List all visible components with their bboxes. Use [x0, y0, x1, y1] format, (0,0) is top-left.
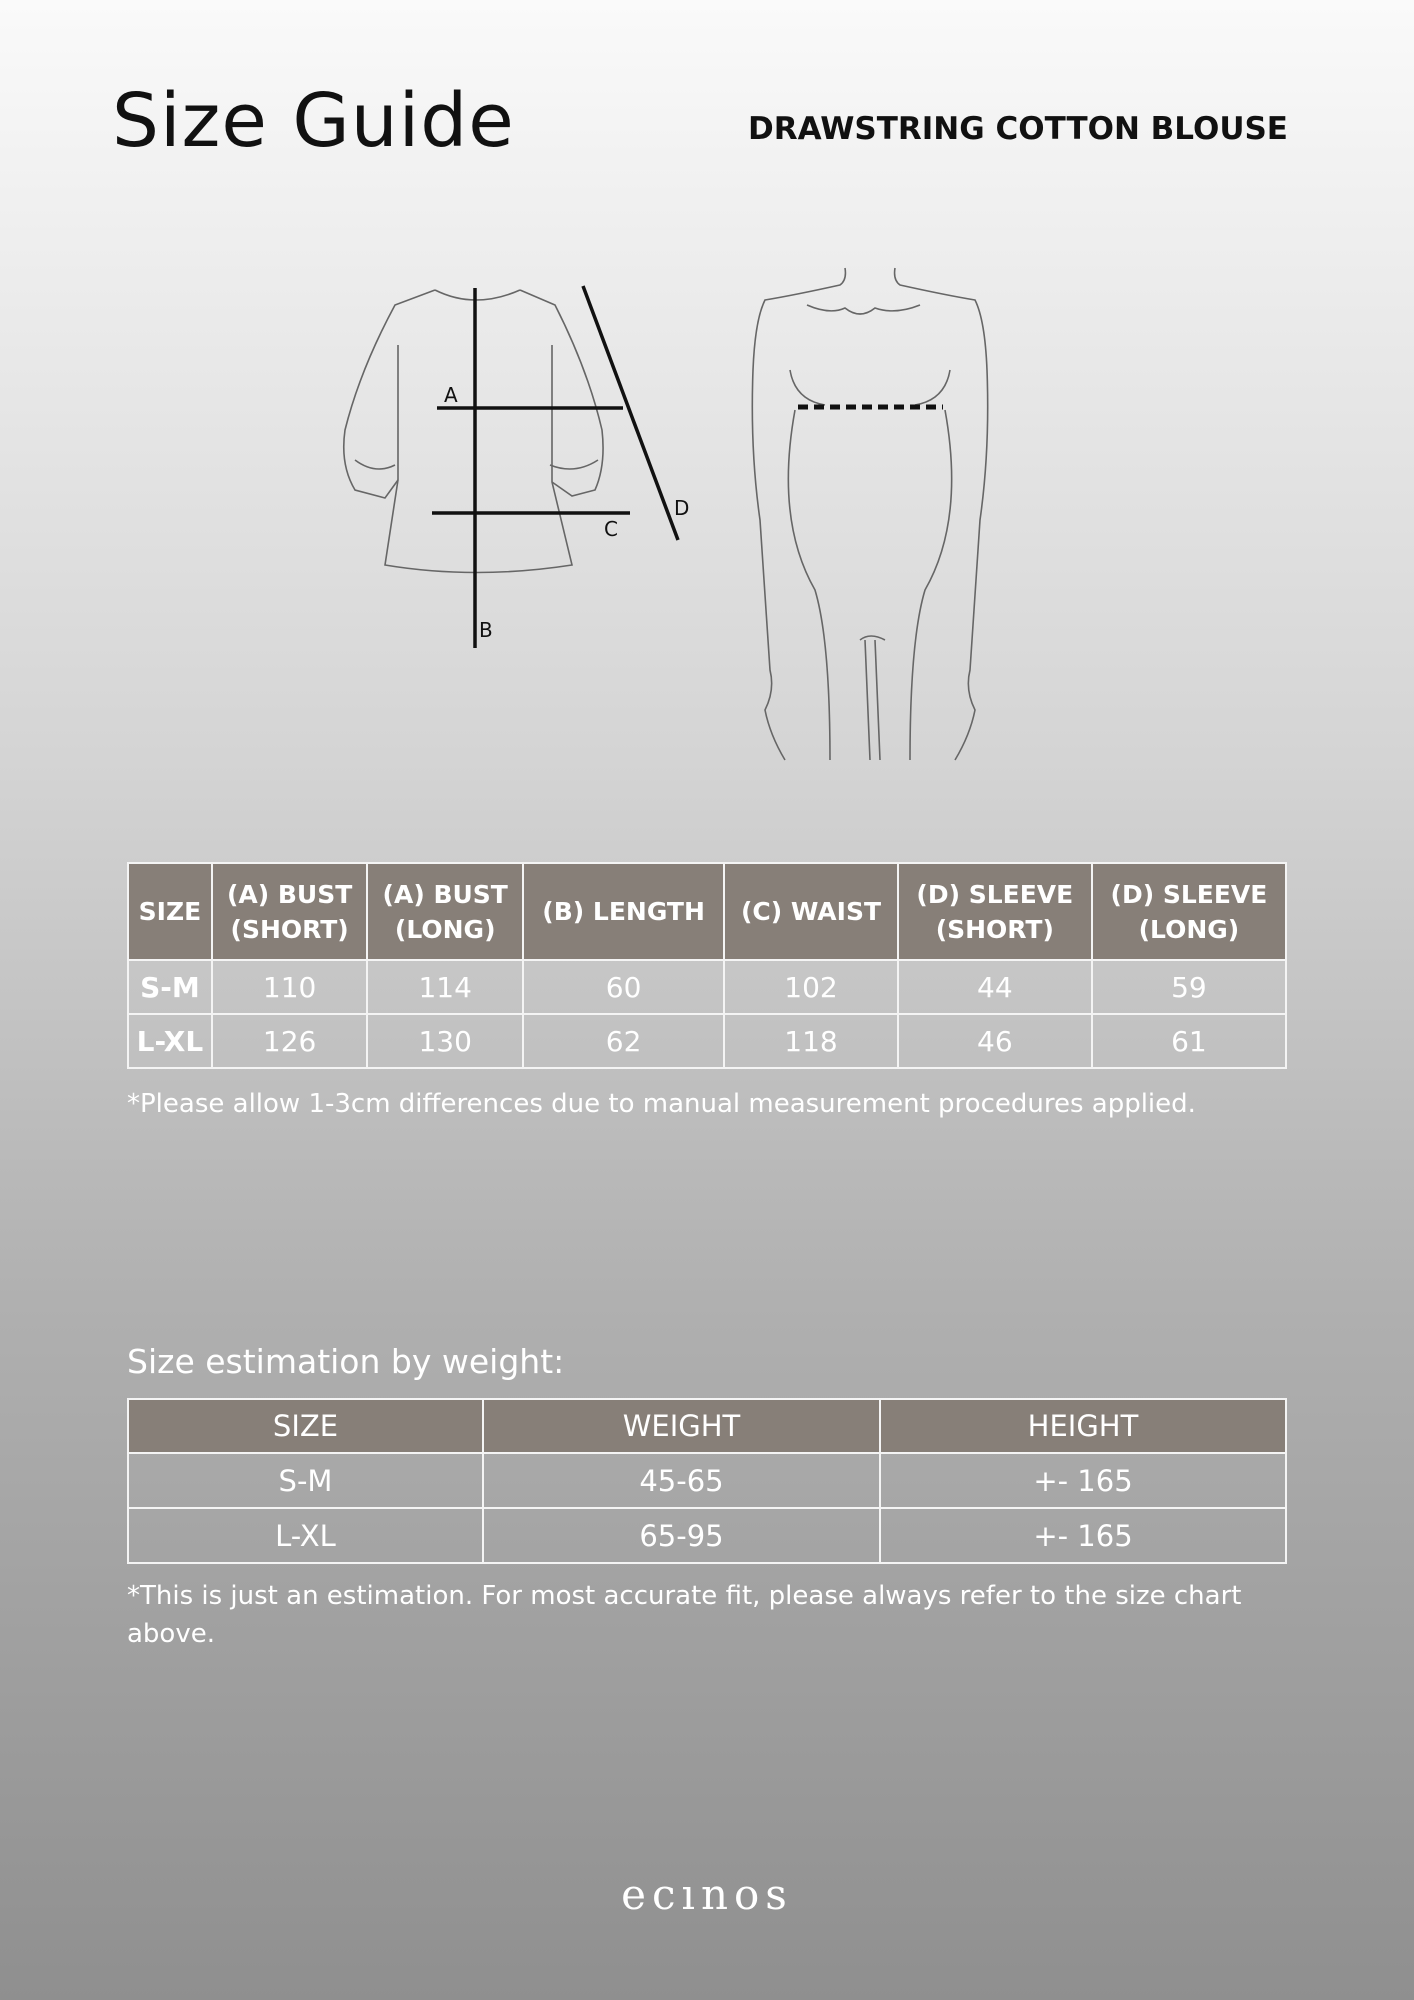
- table-cell: 61: [1092, 1014, 1286, 1068]
- header-length: (B) LENGTH: [523, 863, 724, 960]
- table-cell: S-M: [128, 960, 212, 1014]
- product-name: DRAWSTRING COTTON BLOUSE: [748, 111, 1288, 147]
- table-cell: 114: [367, 960, 523, 1014]
- label-b: B: [479, 618, 493, 642]
- table-row: [128, 960, 1286, 1014]
- brand-logo: ecınos: [621, 1870, 793, 1919]
- body-drawing: [752, 268, 987, 760]
- table-row: [128, 1508, 1286, 1563]
- header-size: SIZE: [128, 863, 212, 960]
- measurement-note: *Please allow 1-3cm differences due to manual measurement procedures applied.: [127, 1089, 1196, 1119]
- header-sleeve-short: (D) SLEEVE (SHORT): [898, 863, 1092, 960]
- table-cell: 110: [212, 960, 368, 1014]
- table-row: [128, 1453, 1286, 1508]
- weight-section-title: Size estimation by weight:: [127, 1342, 565, 1381]
- table-cell: 46: [898, 1014, 1092, 1068]
- weight-table-header-row: [128, 1399, 1286, 1453]
- header-sleeve-long: (D) SLEEVE (LONG): [1092, 863, 1286, 960]
- header-bust-long: (A) BUST (LONG): [367, 863, 523, 960]
- table-cell: 102: [724, 960, 898, 1014]
- table-cell: 45-65: [483, 1453, 880, 1508]
- table-cell: 44: [898, 960, 1092, 1014]
- table-cell: S-M: [128, 1453, 483, 1508]
- table-cell: 59: [1092, 960, 1286, 1014]
- label-d: D: [674, 496, 690, 520]
- size-chart-table: [127, 862, 1287, 1069]
- header-waist: (C) WAIST: [724, 863, 898, 960]
- header-height: HEIGHT: [880, 1399, 1286, 1453]
- table-cell: 62: [523, 1014, 724, 1068]
- table-cell: 130: [367, 1014, 523, 1068]
- table-cell: L-XL: [128, 1014, 212, 1068]
- page-title: Size Guide: [112, 78, 515, 164]
- header-size: SIZE: [128, 1399, 483, 1453]
- label-a: A: [444, 383, 458, 407]
- measurement-illustration: [340, 260, 1040, 790]
- header-weight: WEIGHT: [483, 1399, 880, 1453]
- estimation-note: *This is just an estimation. For most accurate fit, please always refer to the size chart above.: [127, 1581, 1242, 1649]
- header-bust-short: (A) BUST (SHORT): [212, 863, 368, 960]
- table-cell: +- 165: [880, 1508, 1286, 1563]
- weight-estimation-table: [127, 1398, 1287, 1564]
- table-cell: 126: [212, 1014, 368, 1068]
- label-c: C: [604, 517, 618, 541]
- table-cell: L-XL: [128, 1508, 483, 1563]
- table-cell: 65-95: [483, 1508, 880, 1563]
- table-cell: 60: [523, 960, 724, 1014]
- table-row: [128, 1014, 1286, 1068]
- size-table-header-row: [128, 863, 1286, 960]
- table-cell: 118: [724, 1014, 898, 1068]
- table-cell: +- 165: [880, 1453, 1286, 1508]
